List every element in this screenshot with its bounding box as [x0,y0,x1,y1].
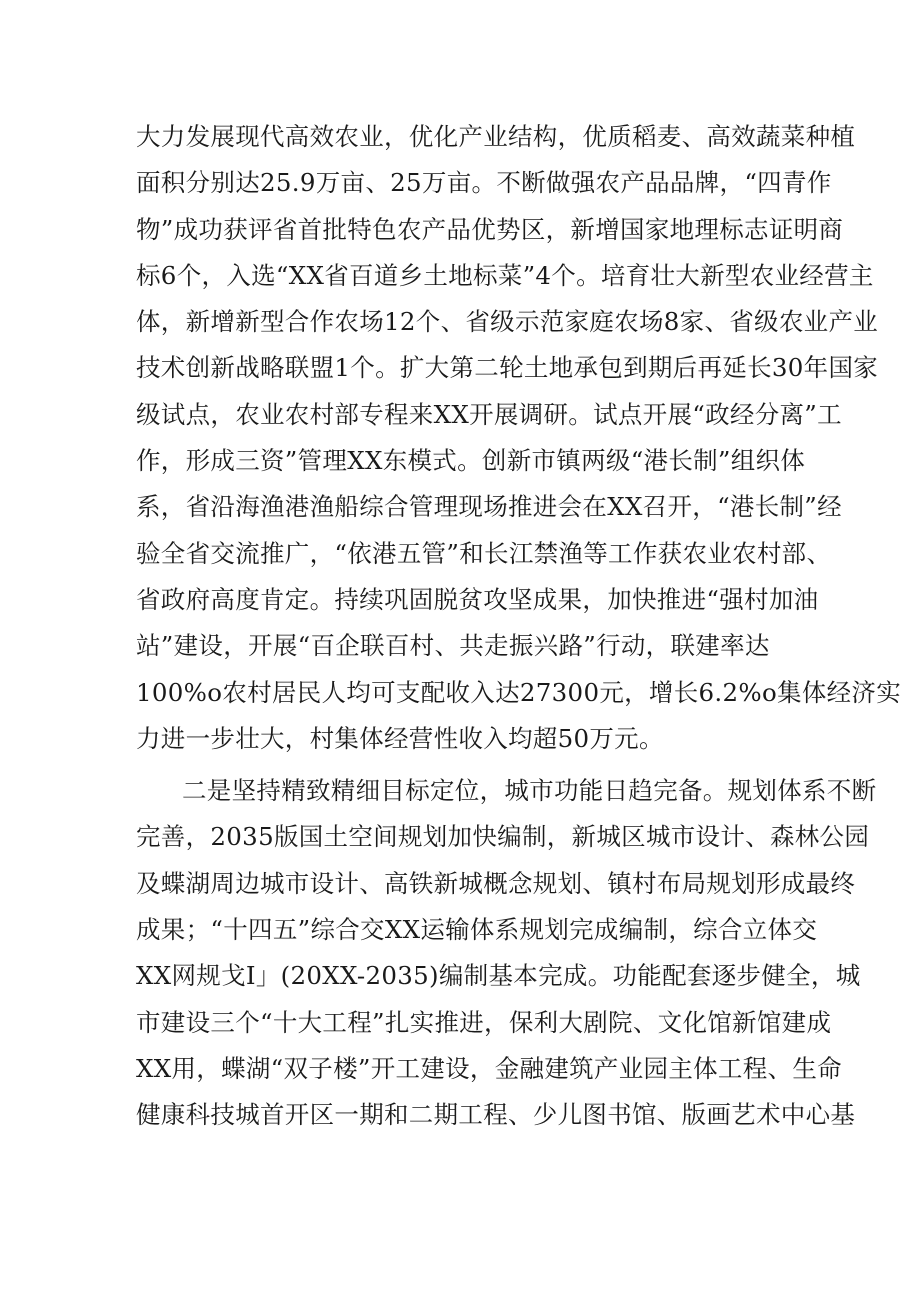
text-line: 验全省交流推广，“依港五管”和长江禁渔等工作获农业农村部、 [136,538,832,568]
text-line: 完善，2035版国土空间规划加快编制，新城区城市设计、森林公园 [136,822,870,852]
text-line: 标6个，入选“XX省百道乡土地标菜”4个。培育壮大新型农业经营主 [136,260,874,290]
paragraph-agriculture [136,114,902,762]
text-line: 系，省沿海渔港渔船综合管理现场推进会在XX召开，“港长制”经 [136,492,842,522]
text-line: 级试点，农业农村部专程来XX开展调研。试点开展“政经分离”工 [136,399,842,429]
text-line: 省政府高度肯定。持续巩固脱贫攻坚成果，加快推进“强村加油 [136,584,819,614]
text-line: 物”成功获评省首批特色农产品优势区，新增国家地理标志证明商 [136,214,844,244]
text-line: XX用，蝶湖“双子楼”开工建设，金融建筑产业园主体工程、生命 [136,1053,842,1083]
text-line: 体，新增新型合作农场12个、省级示范家庭农场8家、省级农业产业 [136,307,879,337]
text-line: 成果；“十四五”综合交XX运输体系规划完成编制，综合立体交 [136,915,818,945]
text-line: 市建设三个“十大工程”扎实推进，保利大剧院、文化馆新馆建成 [136,1007,832,1037]
text-line: 大力发展现代高效农业，优化产业结构，优质稻麦、高效蔬菜种植 [136,122,856,151]
text-line: 健康科技城首开区一期和二期工程、少儿图书馆、版画艺术中心基 [136,1100,856,1130]
text-line: 二是坚持精致精细目标定位，城市功能日趋完备。规划体系不断 [182,776,877,806]
body-text [136,114,902,1139]
text-line: 站”建设，开展“百企联百村、共走振兴路”行动，联建率达 [136,631,770,661]
text-line: 力进一步壮大，村集体经营性收入均超50万元。 [136,723,664,753]
text-line: 100%o农村居民人均可支配收入达27300元，增长6.2%o集体经济实 [136,677,902,707]
text-line: 及蝶湖周边城市设计、高铁新城概念规划、镇村布局规划形成最终 [136,868,856,898]
text-line: 面积分别达25.9万亩、25万亩。不断做强农产品品牌，“四青作 [136,168,832,198]
text-line: 作，形成三资”管理XX东模式。创新市镇两级“港长制”组织体 [136,446,806,476]
paragraph-urban-function [136,768,877,1138]
text-line: XX网规戈I」(20XX-2035)编制基本完成。功能配套逐步健全，城 [136,961,861,991]
text-line: 技术创新战略联盟1个。扩大第二轮土地承包到期后再延长30年国家 [136,353,879,383]
